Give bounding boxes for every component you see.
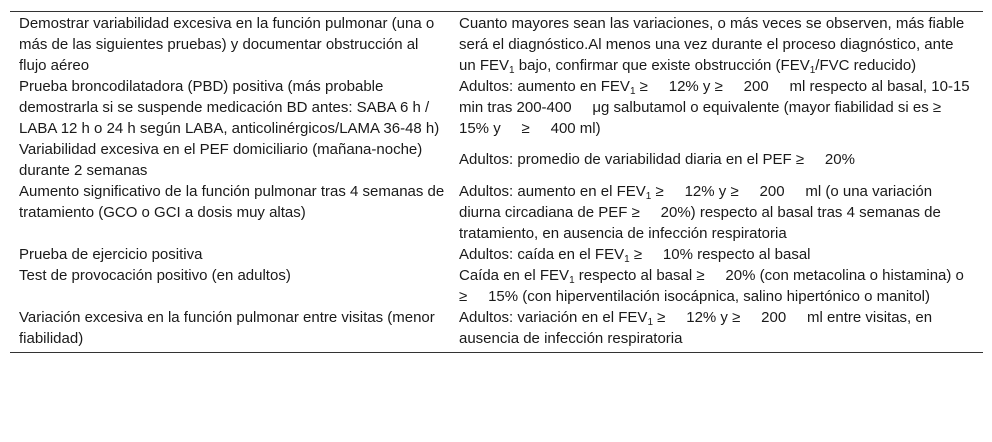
criterion-cell: Aumento significativo de la función pulmonar tras 4 semanas de tratamiento (GCO o GCI a dosis muy altas) bbox=[19, 183, 449, 221]
subscript: 1 bbox=[509, 65, 515, 76]
subscript: 1 bbox=[629, 86, 636, 97]
table-row bbox=[10, 13, 983, 76]
criterion-cell: Prueba broncodilatadora (PBD) positiva (más probable demostrarla si se suspende medicación BD antes: SABA 6 h / LABA 12 h o 24 h según LABA, anticolinérgicos/LAMA 36-48 h) bbox=[19, 78, 440, 137]
subscript: 1 bbox=[809, 65, 816, 76]
subscript: 1 bbox=[647, 317, 653, 328]
detail-cell: Cuanto mayores sean las variaciones, o más veces se observen, más fiable será el diagnóstico.Al menos una vez durante el proceso diagnóstico, ante un $FEV_1$ bajo, confirmar que existe obstrucción ($FEV_1$/FVC reducido) bbox=[459, 15, 969, 76]
criterion-cell: Demostrar variabilidad excesiva en la función pulmonar (una o más de las siguientes pruebas) y documentar obstrucción al flujo aéreo bbox=[19, 15, 439, 74]
detail-cell: Adultos: variación en el $FEV_1$ ≥ 12% y ≥ 200 ml entre visitas, en ausencia de infección respiratoria bbox=[459, 309, 937, 347]
detail-cell: Adultos: aumento en el $FEV_1$ ≥ 12% y ≥ 200 ml (o una variación diurna circadiana de PEF ≥ 20%) respecto al basal tras 4 semanas de tratamiento, en ausencia de infección respiratoria bbox=[459, 183, 945, 242]
table-row bbox=[10, 265, 983, 307]
diagnostic-criteria-table bbox=[10, 11, 991, 353]
criterion-cell: Variación excesiva en la función pulmonar entre visitas (menor fiabilidad) bbox=[19, 309, 439, 347]
subscript: 1 bbox=[569, 275, 575, 286]
table-row bbox=[10, 139, 983, 181]
criterion-cell: Test de provocación positivo (en adultos) bbox=[19, 267, 291, 284]
subscript: 1 bbox=[624, 254, 630, 265]
table-row bbox=[10, 244, 983, 265]
table-row bbox=[10, 181, 983, 244]
criterion-cell: Variabilidad excesiva en el PEF domiciliario (mañana-noche) durante 2 semanas bbox=[19, 141, 427, 179]
detail-cell: Adultos: promedio de variabilidad diaria en el PEF ≥ 20% bbox=[459, 151, 855, 168]
detail-cell: Adultos: aumento en $FEV_1$ ≥ 12% y ≥ 200 ml respecto al basal, 10-15 min tras 200-400 μg salbutamol o equivalente (mayor fiabilidad si es ≥ 15% y ≥ 400 ml) bbox=[459, 78, 991, 137]
detail-cell: Caída en el $FEV_1$ respecto al basal ≥ 20% (con metacolina o histamina) o ≥ 15% (con hiperventilación isocápnica, salino hipertónico o manitol) bbox=[459, 267, 969, 305]
subscript: 1 bbox=[645, 191, 652, 202]
table-row bbox=[10, 307, 983, 349]
detail-cell: Adultos: caída en el $FEV_1$ ≥ 10% respecto al basal bbox=[459, 246, 811, 265]
criterion-cell: Prueba de ejercicio positiva bbox=[19, 246, 203, 263]
table-row bbox=[10, 76, 991, 139]
